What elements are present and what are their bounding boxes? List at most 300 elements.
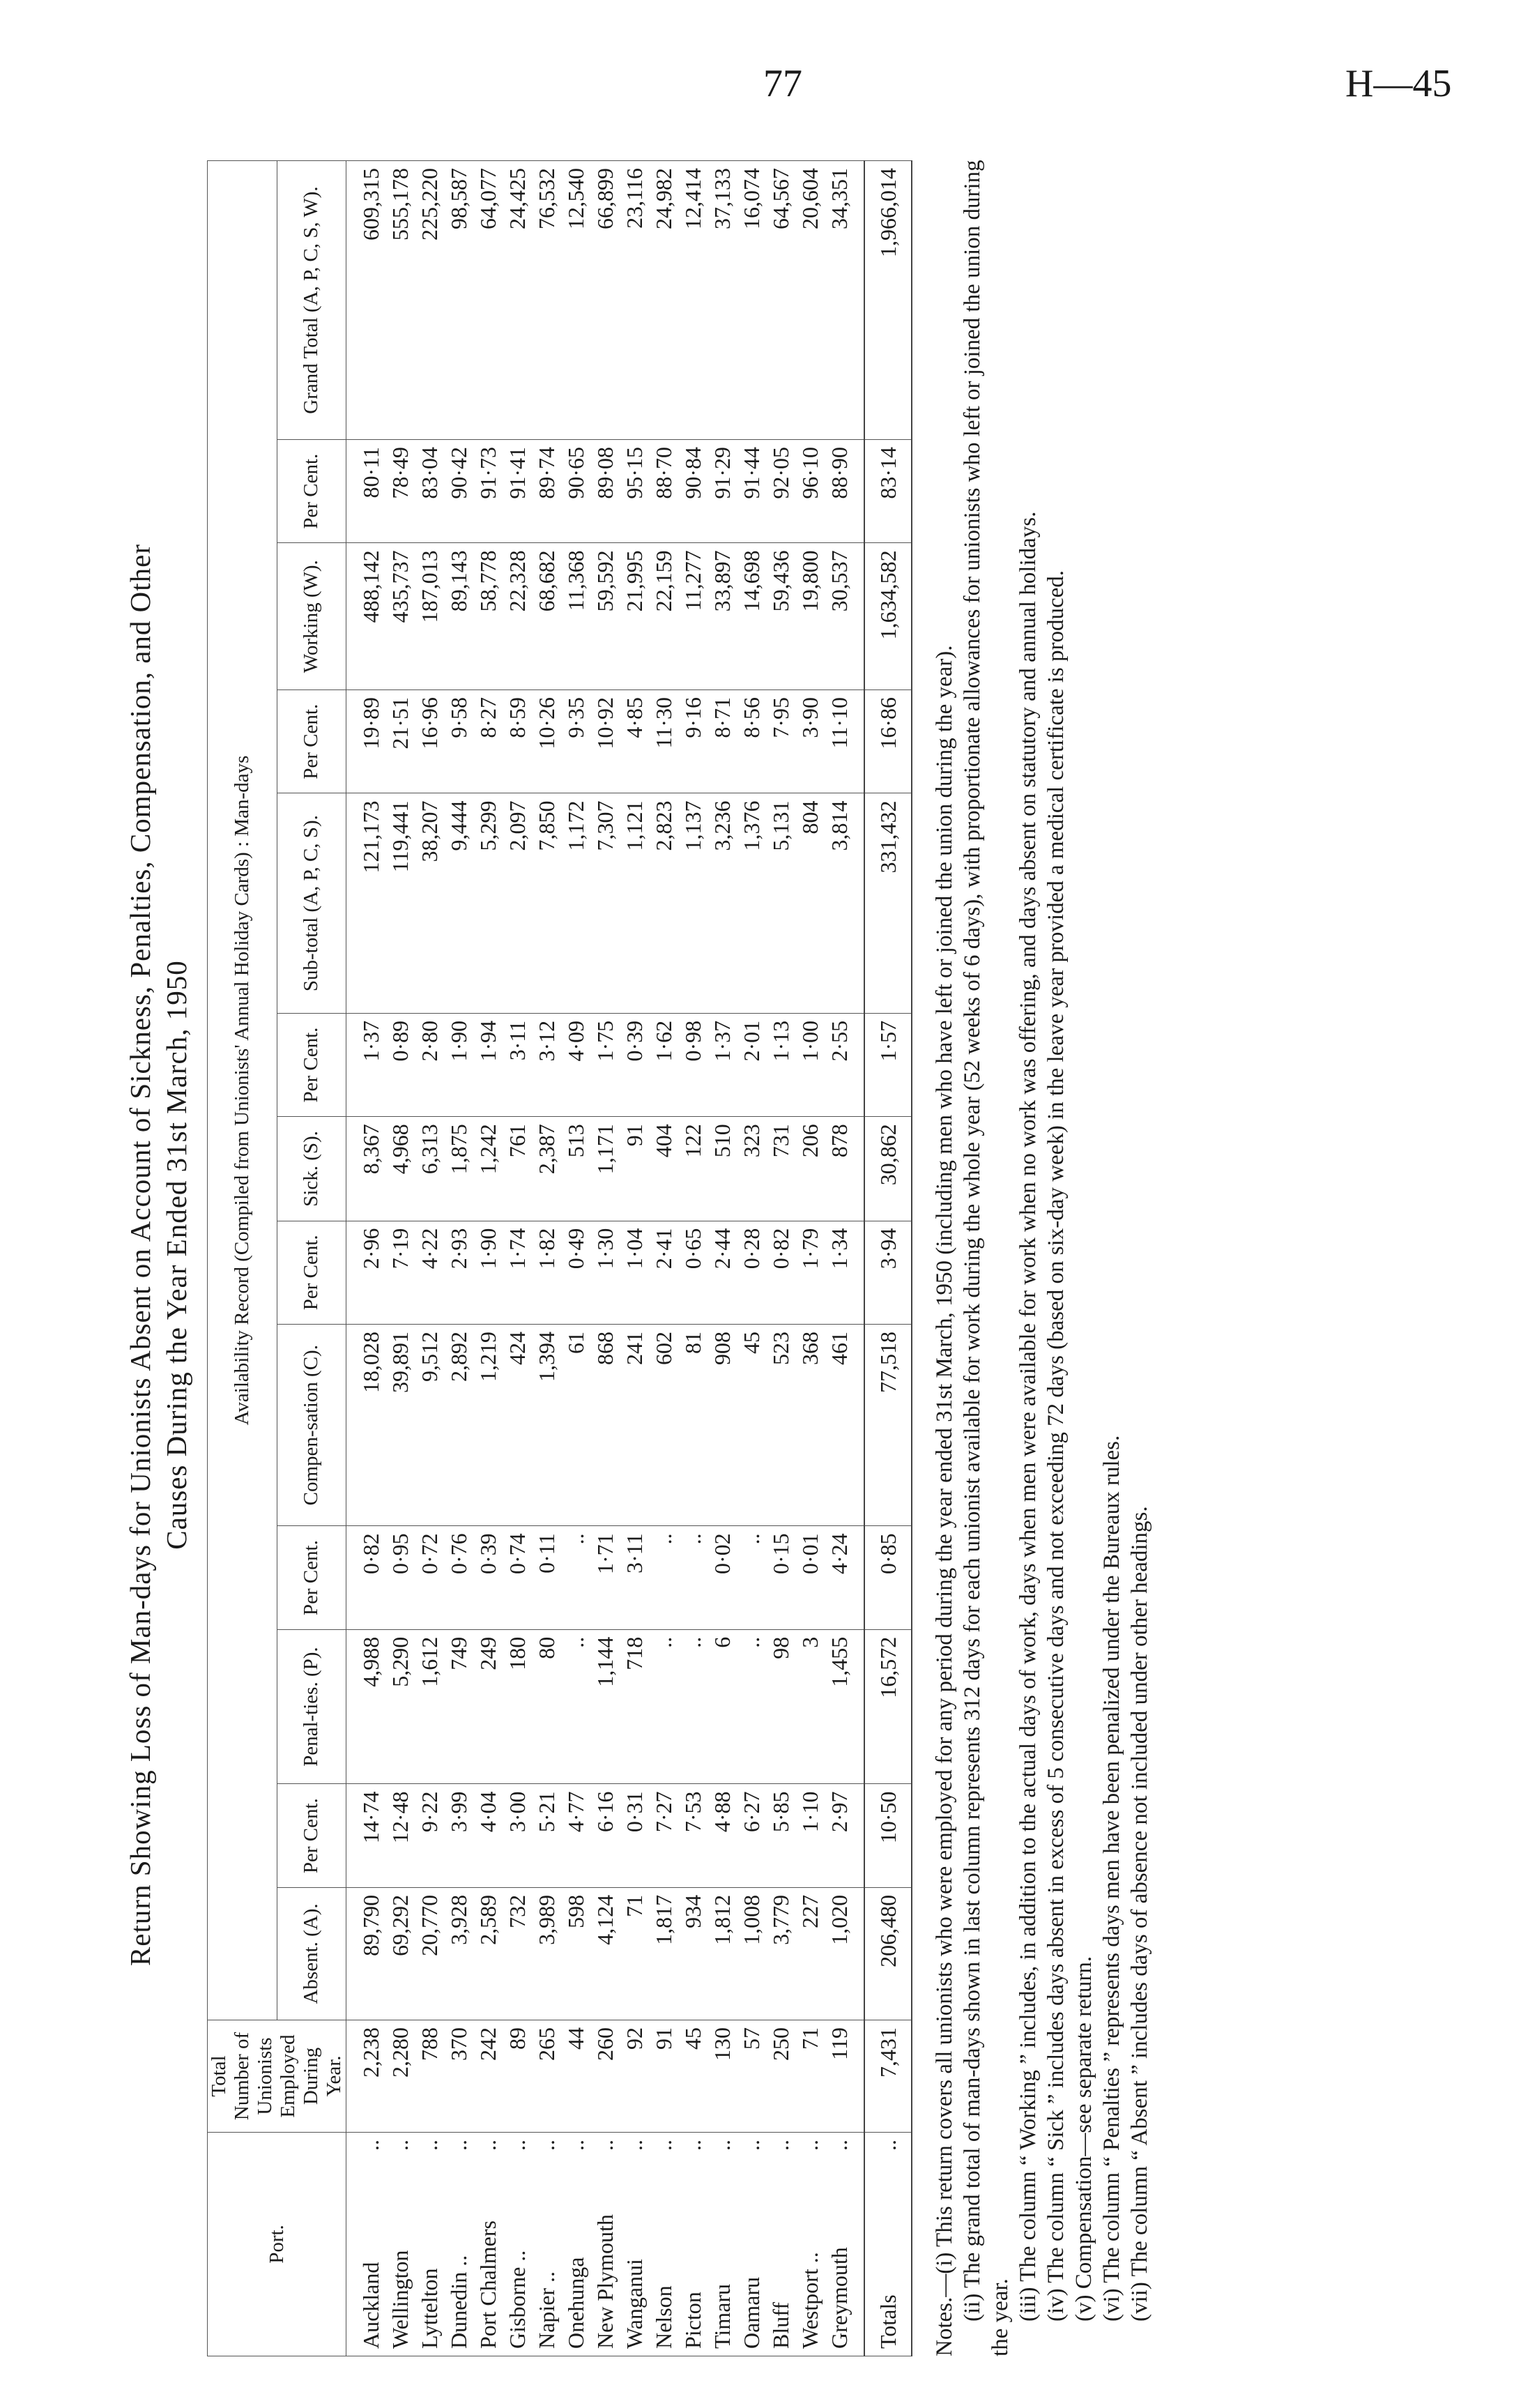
cell-absent: 732 [503, 1887, 532, 2020]
cell-port [766, 2133, 795, 2356]
cell-absent: 3,928 [444, 1887, 473, 2020]
cell-sub-pc: 3·90 [795, 690, 825, 793]
cell-comp-pc: 0·82 [766, 1221, 795, 1324]
cell-work-pc: 80·11 [346, 439, 386, 542]
cell-work-pc: 95·15 [620, 439, 649, 542]
cell-work: 59,436 [766, 543, 795, 690]
table-row [503, 161, 532, 2356]
cell-comp: 9,512 [415, 1325, 444, 1526]
cell-work-pc: 92·05 [766, 439, 795, 542]
cell-pen-pc: .. [737, 1526, 766, 1629]
cell-sub-pc: 11·10 [825, 690, 864, 793]
header-grand-total: Grand Total (A, P, C, S, W). [277, 161, 346, 440]
port-name: Westport .. [797, 2252, 823, 2349]
cell-sick: 761 [503, 1117, 532, 1221]
cell-total: 89 [503, 2020, 532, 2133]
table-row [649, 161, 678, 2356]
cell-absent: 4,124 [590, 1887, 620, 2020]
note-5: (v) Compensation—see separate return. [1071, 1956, 1096, 2322]
cell-absent-pc: 4·77 [561, 1784, 590, 1887]
rotated-content [122, 153, 1377, 2356]
cell-work: 488,142 [346, 543, 386, 690]
cell-pen-pc: 0·76 [444, 1526, 473, 1629]
leader-dots: .. [875, 2140, 901, 2151]
cell-absent: 89,790 [346, 1887, 386, 2020]
cell-work: 187,013 [415, 543, 444, 690]
cell-sick-pc: 3·11 [503, 1013, 532, 1116]
cell-sick: 1,242 [473, 1117, 503, 1221]
cell-work: 22,159 [649, 543, 678, 690]
cell-absent-pc: 3·99 [444, 1784, 473, 1887]
table-row [620, 161, 649, 2356]
cell-sub: 1,137 [678, 793, 707, 1013]
cell-absent-pc: 14·74 [346, 1784, 386, 1887]
port-name: Lyttelton [417, 2268, 442, 2349]
cell-work-pc: 90·65 [561, 439, 590, 542]
cell-pen-pc: 0·39 [473, 1526, 503, 1629]
cell-sick-pc: 0·39 [620, 1013, 649, 1116]
cell-absent-pc: 2·97 [825, 1784, 864, 1887]
cell-sub-pc: 10·26 [532, 690, 561, 793]
note-2: (ii) The grand total of man-days shown in last column represents 312 days for each unionist available for work during the whole year (52 weeks of 6 days), with proportionate allowances for unionists who left or joined the union during the year. [960, 160, 1013, 2356]
leader-dots: .. [827, 2140, 852, 2151]
table-row [590, 161, 620, 2356]
cell-sub: 331,432 [864, 793, 912, 1013]
table-row [444, 161, 473, 2356]
port-name: New Plymouth [592, 2214, 618, 2349]
note-6: (vi) The column “ Penalties ” represents days men have been penalized under the Bureaux rules. [1099, 1435, 1124, 2322]
cell-port [346, 2133, 386, 2356]
leader-dots: .. [739, 2140, 764, 2151]
cell-total: 2,238 [346, 2020, 386, 2133]
cell-sub: 3,236 [707, 793, 737, 1013]
cell-port [473, 2133, 503, 2356]
cell-pen-pc: 0·95 [385, 1526, 415, 1629]
port-name: Onehunga [563, 2257, 588, 2349]
cell-total: 370 [444, 2020, 473, 2133]
cell-absent-pc: 9·22 [415, 1784, 444, 1887]
leader-dots: .. [446, 2140, 471, 2151]
port-name: Picton [680, 2292, 705, 2349]
cell-comp: 1,394 [532, 1325, 561, 1526]
cell-port [561, 2133, 590, 2356]
header-per-cent: Per Cent. [277, 1013, 346, 1116]
cell-total: 788 [415, 2020, 444, 2133]
table-row [415, 161, 444, 2356]
cell-sub-pc: 19·89 [346, 690, 386, 793]
cell-comp: 241 [620, 1325, 649, 1526]
cell-comp: 461 [825, 1325, 864, 1526]
cell-comp-pc: 2·41 [649, 1221, 678, 1324]
cell-grand: 24,982 [649, 161, 678, 440]
cell-absent: 206,480 [864, 1887, 912, 2020]
totals-row [864, 161, 912, 2356]
cell-sub: 5,299 [473, 793, 503, 1013]
cell-port [532, 2133, 561, 2356]
cell-absent: 3,779 [766, 1887, 795, 2020]
cell-comp-pc: 1·74 [503, 1221, 532, 1324]
cell-sick-pc: 0·89 [385, 1013, 415, 1116]
cell-sub: 5,131 [766, 793, 795, 1013]
cell-sub: 38,207 [415, 793, 444, 1013]
cell-work-pc: 83·14 [864, 439, 912, 542]
cell-absent-pc: 0·31 [620, 1784, 649, 1887]
cell-work-pc: 91·29 [707, 439, 737, 542]
cell-work-pc: 91·44 [737, 439, 766, 542]
cell-work-pc: 90·84 [678, 439, 707, 542]
cell-sick-pc: 1·90 [444, 1013, 473, 1116]
cell-comp-pc: 4·22 [415, 1221, 444, 1324]
leader-dots: .. [388, 2140, 413, 2151]
cell-work-pc: 96·10 [795, 439, 825, 542]
cell-comp-pc: 2·44 [707, 1221, 737, 1324]
header-per-cent: Per Cent. [277, 1526, 346, 1629]
port-name: Wellington [388, 2250, 413, 2349]
cell-grand: 555,178 [385, 161, 415, 440]
cell-absent-pc: 10·50 [864, 1784, 912, 1887]
cell-absent-pc: 12·48 [385, 1784, 415, 1887]
cell-absent-pc: 7·27 [649, 1784, 678, 1887]
table-row [385, 161, 415, 2356]
cell-work: 21,995 [620, 543, 649, 690]
cell-pen-pc: 3·11 [620, 1526, 649, 1629]
cell-sub: 121,173 [346, 793, 386, 1013]
port-name: Totals [875, 2294, 901, 2349]
port-name: Nelson [651, 2285, 676, 2349]
cell-port [825, 2133, 864, 2356]
cell-sub: 9,444 [444, 793, 473, 1013]
cell-absent-pc: 3·00 [503, 1784, 532, 1887]
note-1: Notes.—(i) This return covers all unionists who were employed for any period during the year ended 31st March, 1950 (including men who have left or joined the union during the year). [932, 645, 957, 2356]
cell-pen-pc: 0·11 [532, 1526, 561, 1629]
cell-port [795, 2133, 825, 2356]
cell-port [649, 2133, 678, 2356]
cell-work: 68,682 [532, 543, 561, 690]
cell-port [620, 2133, 649, 2356]
leader-dots: .. [592, 2140, 618, 2151]
cell-sub: 1,172 [561, 793, 590, 1013]
leader-dots: .. [475, 2140, 500, 2151]
cell-pen: 98 [766, 1629, 795, 1784]
cell-sub-pc: 21·51 [385, 690, 415, 793]
cell-absent: 934 [678, 1887, 707, 2020]
cell-work-pc: 91·73 [473, 439, 503, 542]
note-3: (iii) The column “ Working ” includes, in addition to the actual days of work, days when men were available for work when no work was offering, and days absent on statutory and annual holidays. [1016, 511, 1041, 2322]
cell-comp-pc: 1·90 [473, 1221, 503, 1324]
cell-pen-pc: .. [561, 1526, 590, 1629]
cell-comp: 61 [561, 1325, 590, 1526]
port-name: Gisborne .. [505, 2250, 530, 2349]
cell-comp-pc: 1·79 [795, 1221, 825, 1324]
note-4: (iv) The column “ Sick ” includes days absent in excess of 5 consecutive days and not exceeding 72 days (based on six-day week) in the leave year provided a medical certificate is produced. [1043, 570, 1069, 2322]
cell-work-pc: 89·74 [532, 439, 561, 542]
cell-pen: .. [737, 1629, 766, 1784]
cell-work: 435,737 [385, 543, 415, 690]
cell-sub-pc: 8·27 [473, 690, 503, 793]
cell-total: 265 [532, 2020, 561, 2133]
cell-comp-pc: 1·30 [590, 1221, 620, 1324]
cell-pen: 1,612 [415, 1629, 444, 1784]
cell-comp-pc: 2·96 [346, 1221, 386, 1324]
cell-sick: 510 [707, 1117, 737, 1221]
cell-absent-pc: 6·16 [590, 1784, 620, 1887]
cell-sick: 30,862 [864, 1117, 912, 1221]
cell-work: 11,368 [561, 543, 590, 690]
leader-dots: .. [534, 2140, 559, 2151]
table-row [737, 161, 766, 2356]
cell-grand: 1,966,014 [864, 161, 912, 440]
cell-port [864, 2133, 912, 2356]
leader-dots: .. [622, 2140, 647, 2151]
cell-sub: 2,097 [503, 793, 532, 1013]
header-per-cent: Per Cent. [277, 690, 346, 793]
cell-comp: 77,518 [864, 1325, 912, 1526]
cell-pen-pc: 0·01 [795, 1526, 825, 1629]
cell-port [737, 2133, 766, 2356]
cell-work-pc: 90·42 [444, 439, 473, 542]
cell-sick: 2,387 [532, 1117, 561, 1221]
cell-absent: 227 [795, 1887, 825, 2020]
cell-work-pc: 89·08 [590, 439, 620, 542]
cell-comp: 1,219 [473, 1325, 503, 1526]
cell-sub-pc: 16·96 [415, 690, 444, 793]
cell-sub: 804 [795, 793, 825, 1013]
cell-sick: 404 [649, 1117, 678, 1221]
cell-sick: 1,875 [444, 1117, 473, 1221]
cell-total: 250 [766, 2020, 795, 2133]
cell-comp-pc: 0·28 [737, 1221, 766, 1324]
cell-work-pc: 91·41 [503, 439, 532, 542]
cell-grand: 609,315 [346, 161, 386, 440]
table-row [532, 161, 561, 2356]
cell-grand: 12,540 [561, 161, 590, 440]
cell-port [444, 2133, 473, 2356]
cell-work: 30,537 [825, 543, 864, 690]
cell-pen-pc: 0·85 [864, 1526, 912, 1629]
cell-sub: 3,814 [825, 793, 864, 1013]
cell-absent: 598 [561, 1887, 590, 2020]
cell-absent-pc: 6·27 [737, 1784, 766, 1887]
header-port: Port. [208, 2133, 346, 2356]
cell-comp: 39,891 [385, 1325, 415, 1526]
cell-grand: 12,414 [678, 161, 707, 440]
cell-sub: 7,307 [590, 793, 620, 1013]
cell-pen-pc: .. [649, 1526, 678, 1629]
port-name: Auckland [358, 2262, 383, 2349]
cell-sick-pc: 3·12 [532, 1013, 561, 1116]
cell-work: 22,328 [503, 543, 532, 690]
cell-port [385, 2133, 415, 2356]
cell-comp: 424 [503, 1325, 532, 1526]
leader-dots: .. [417, 2140, 442, 2151]
cell-absent: 20,770 [415, 1887, 444, 2020]
cell-comp-pc: 0·65 [678, 1221, 707, 1324]
cell-work: 33,897 [707, 543, 737, 690]
leader-dots: .. [768, 2140, 793, 2151]
title-line-2: Causes During the Year Ended 31st March, 1950 [160, 960, 192, 1550]
cell-total: 130 [707, 2020, 737, 2133]
cell-absent: 1,817 [649, 1887, 678, 2020]
cell-sub-pc: 4·85 [620, 690, 649, 793]
cell-grand: 225,220 [415, 161, 444, 440]
cell-sick: 878 [825, 1117, 864, 1221]
leader-dots: .. [505, 2140, 530, 2151]
cell-pen-pc: 1·71 [590, 1526, 620, 1629]
cell-absent: 1,008 [737, 1887, 766, 2020]
cell-sub-pc: 10·92 [590, 690, 620, 793]
header-per-cent: Per Cent. [277, 1784, 346, 1887]
cell-work: 1,634,582 [864, 543, 912, 690]
cell-work: 19,800 [795, 543, 825, 690]
table-row [678, 161, 707, 2356]
cell-total: 2,280 [385, 2020, 415, 2133]
cell-sick: 323 [737, 1117, 766, 1221]
cell-sick-pc: 1·57 [864, 1013, 912, 1116]
cell-pen-pc: .. [678, 1526, 707, 1629]
cell-comp: 908 [707, 1325, 737, 1526]
cell-total: 119 [825, 2020, 864, 2133]
cell-absent: 69,292 [385, 1887, 415, 2020]
header-total-unionists: Total Number of Unionists Employed During Year. [208, 2020, 346, 2133]
cell-pen: 16,572 [864, 1629, 912, 1784]
cell-pen: 80 [532, 1629, 561, 1784]
cell-work-pc: 88·90 [825, 439, 864, 542]
cell-port [678, 2133, 707, 2356]
cell-grand: 64,567 [766, 161, 795, 440]
cell-grand: 20,604 [795, 161, 825, 440]
cell-sick-pc: 1·75 [590, 1013, 620, 1116]
cell-sick-pc: 1·37 [707, 1013, 737, 1116]
cell-absent: 3,989 [532, 1887, 561, 2020]
cell-pen-pc: 0·82 [346, 1526, 386, 1629]
cell-sick-pc: 1·37 [346, 1013, 386, 1116]
header-availability-record: Availability Record (Compiled from Unionists' Annual Holiday Cards) : Man-days [208, 161, 277, 2020]
cell-pen: 4,988 [346, 1629, 386, 1784]
cell-comp-pc: 3·94 [864, 1221, 912, 1324]
cell-pen-pc: 0·74 [503, 1526, 532, 1629]
leader-dots: .. [651, 2140, 676, 2151]
header-sick: Sick. (S). [277, 1117, 346, 1221]
table-row [561, 161, 590, 2356]
cell-sub: 2,823 [649, 793, 678, 1013]
table-row [473, 161, 503, 2356]
cell-pen: 5,290 [385, 1629, 415, 1784]
cell-comp: 18,028 [346, 1325, 386, 1526]
cell-absent-pc: 1·10 [795, 1784, 825, 1887]
port-name: Bluff [768, 2302, 793, 2349]
cell-absent: 1,812 [707, 1887, 737, 2020]
cell-sub-pc: 16·86 [864, 690, 912, 793]
port-name: Timaru [710, 2283, 735, 2349]
leader-dots: .. [563, 2140, 588, 2151]
cell-sick-pc: 2·80 [415, 1013, 444, 1116]
cell-pen: 249 [473, 1629, 503, 1784]
cell-sub: 1,376 [737, 793, 766, 1013]
cell-sick: 6,313 [415, 1117, 444, 1221]
cell-work-pc: 78·49 [385, 439, 415, 542]
cell-comp-pc: 1·04 [620, 1221, 649, 1324]
cell-absent: 1,020 [825, 1887, 864, 2020]
cell-pen: 1,144 [590, 1629, 620, 1784]
notes [931, 153, 1154, 2356]
cell-comp-pc: 0·49 [561, 1221, 590, 1324]
cell-grand: 76,532 [532, 161, 561, 440]
port-name: Napier .. [534, 2271, 559, 2349]
note-7: (vii) The column “ Absent ” includes days of absence not included under other headings. [1127, 1506, 1152, 2322]
cell-sick: 91 [620, 1117, 649, 1221]
cell-sick-pc: 1·94 [473, 1013, 503, 1116]
cell-pen: 749 [444, 1629, 473, 1784]
cell-pen-pc: 0·72 [415, 1526, 444, 1629]
cell-work: 11,277 [678, 543, 707, 690]
table-row [707, 161, 737, 2356]
cell-grand: 64,077 [473, 161, 503, 440]
cell-sick-pc: 4·09 [561, 1013, 590, 1116]
cell-comp-pc: 2·93 [444, 1221, 473, 1324]
cell-grand: 23,116 [620, 161, 649, 440]
cell-pen: 3 [795, 1629, 825, 1784]
table-row [825, 161, 864, 2356]
port-name: Greymouth [827, 2247, 852, 2349]
cell-work: 14,698 [737, 543, 766, 690]
cell-work-pc: 88·70 [649, 439, 678, 542]
cell-pen: 180 [503, 1629, 532, 1784]
cell-comp: 523 [766, 1325, 795, 1526]
cell-total: 45 [678, 2020, 707, 2133]
cell-sick-pc: 2·55 [825, 1013, 864, 1116]
cell-absent: 2,589 [473, 1887, 503, 2020]
cell-total: 44 [561, 2020, 590, 2133]
cell-grand: 37,133 [707, 161, 737, 440]
page-reference: H—45 [1345, 62, 1452, 105]
cell-absent-pc: 7·53 [678, 1784, 707, 1887]
leader-dots: .. [680, 2140, 705, 2151]
title-line-1: Return Showing Loss of Man-days for Unionists Absent on Account of Sickness, Penalties, Compensation, and Other [124, 543, 156, 1967]
cell-work-pc: 83·04 [415, 439, 444, 542]
cell-total: 57 [737, 2020, 766, 2133]
cell-total: 7,431 [864, 2020, 912, 2133]
cell-sick-pc: 1·00 [795, 1013, 825, 1116]
header-absent: Absent. (A). [277, 1887, 346, 2020]
man-days-table [207, 160, 912, 2356]
header-working: Working (W). [277, 543, 346, 690]
cell-absent-pc: 4·88 [707, 1784, 737, 1887]
cell-absent-pc: 4·04 [473, 1784, 503, 1887]
page-number: 77 [763, 62, 802, 105]
cell-total: 91 [649, 2020, 678, 2133]
header-per-cent: Per Cent. [277, 439, 346, 542]
cell-work: 59,592 [590, 543, 620, 690]
leader-dots: .. [358, 2140, 383, 2151]
cell-comp-pc: 1·82 [532, 1221, 561, 1324]
cell-sick-pc: 2·01 [737, 1013, 766, 1116]
cell-sick: 731 [766, 1117, 795, 1221]
cell-pen: .. [649, 1629, 678, 1784]
cell-comp: 81 [678, 1325, 707, 1526]
header-per-cent: Per Cent. [277, 1221, 346, 1324]
cell-sub-pc: 11·30 [649, 690, 678, 793]
cell-work: 89,143 [444, 543, 473, 690]
cell-sick: 1,171 [590, 1117, 620, 1221]
cell-comp-pc: 1·34 [825, 1221, 864, 1324]
cell-pen: 1,455 [825, 1629, 864, 1784]
cell-sick-pc: 0·98 [678, 1013, 707, 1116]
cell-pen-pc: 0·02 [707, 1526, 737, 1629]
cell-comp: 868 [590, 1325, 620, 1526]
cell-sub: 119,441 [385, 793, 415, 1013]
cell-comp: 2,892 [444, 1325, 473, 1526]
cell-sub-pc: 8·56 [737, 690, 766, 793]
